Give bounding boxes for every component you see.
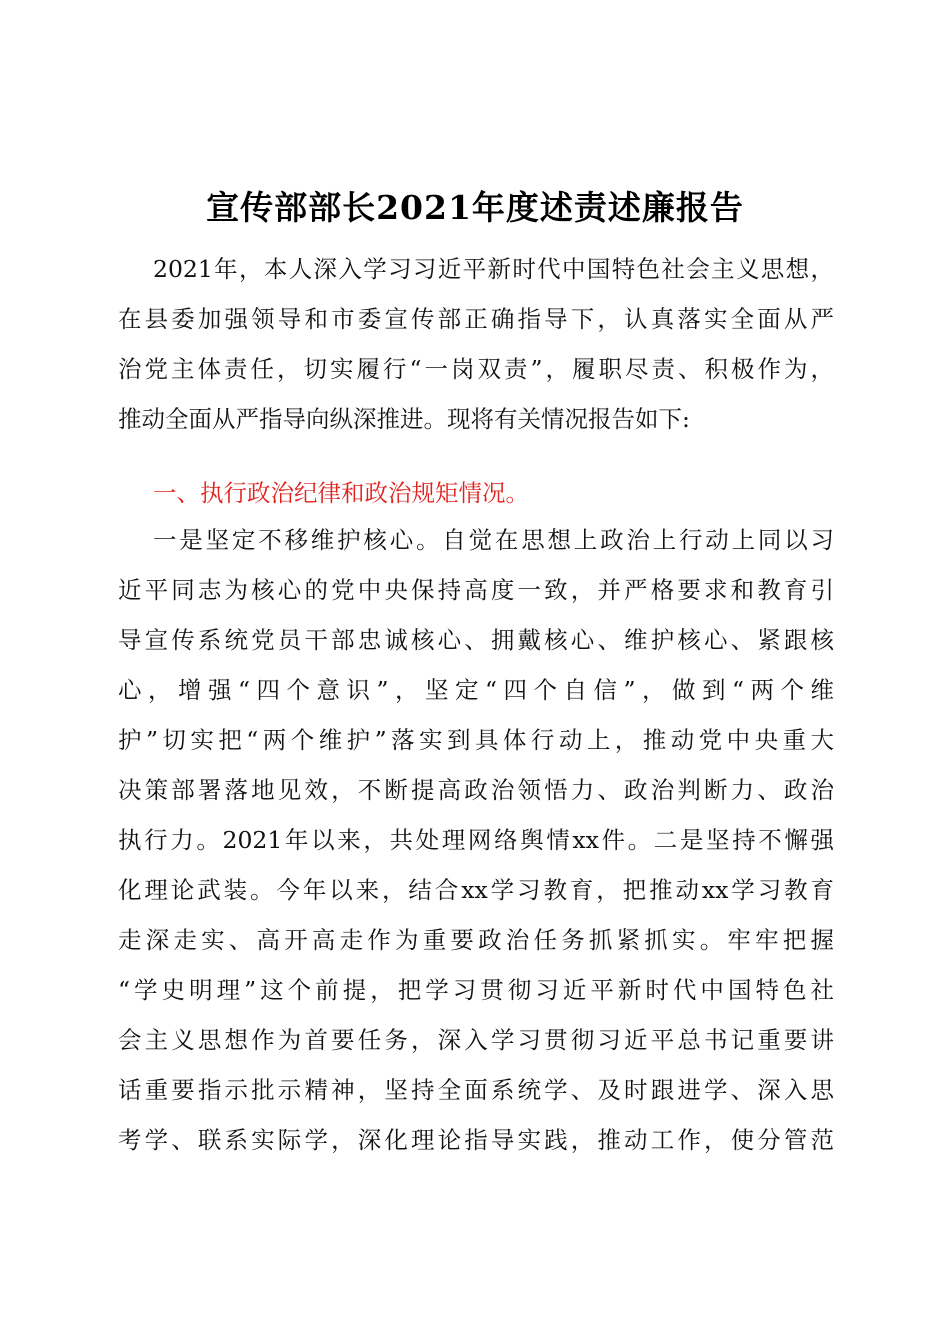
- paragraph-line: 决策部署落地见效，不断提高政治领悟力、政治判断力、政治: [118, 776, 834, 804]
- paragraph-line: 近平同志为核心的党中央保持高度一致，并严格要求和教育引: [118, 576, 834, 604]
- paragraph-line: 推动全面从严指导向纵深推进。现将有关情况报告如下:: [118, 405, 690, 433]
- paragraph-line: 化理论武装。今年以来，结合xx学习教育，把推动xx学习教育: [118, 876, 834, 904]
- paragraph-line: 一是坚定不移维护核心。自觉在思想上政治上行动上同以习: [153, 526, 834, 554]
- paragraph-line: 话重要指示批示精神，坚持全面系统学、及时跟进学、深入思: [118, 1076, 834, 1104]
- paragraph-line: 治党主体责任，切实履行“一岗双责”，履职尽责、积极作为，: [118, 355, 834, 383]
- paragraph-line: 考学、联系实际学，深化理论指导实践，推动工作，使分管范: [118, 1126, 834, 1154]
- paragraph-line: 走深走实、高开高走作为重要政治任务抓紧抓实。牢牢把握: [118, 926, 834, 954]
- paragraph-line: 心，增强“四个意识”，坚定“四个自信”，做到“两个维: [118, 676, 834, 704]
- paragraph-line: 护”切实把“两个维护”落实到具体行动上，推动党中央重大: [118, 726, 834, 754]
- section-paragraph: [118, 515, 834, 1165]
- paragraph-line: 2021年，本人深入学习习近平新时代中国特色社会主义思想，: [153, 255, 834, 283]
- document-title: 宣传部部长2021年度述责述廉报告: [206, 188, 744, 227]
- paragraph-line: 在县委加强领导和市委宣传部正确指导下，认真落实全面从严: [118, 305, 834, 333]
- section-heading: 一、执行政治纪律和政治规矩情况。: [153, 479, 529, 507]
- paragraph-line: 执行力。2021年以来，共处理网络舆情xx件。二是坚持不懈强: [118, 826, 834, 854]
- paragraph-line: 导宣传系统党员干部忠诚核心、拥戴核心、维护核心、紧跟核: [118, 626, 834, 654]
- paragraph-line: 会主义思想作为首要任务，深入学习贯彻习近平总书记重要讲: [118, 1026, 834, 1054]
- paragraph-line: “学史明理”这个前提，把学习贯彻习近平新时代中国特色社: [118, 976, 834, 1004]
- intro-paragraph: [118, 244, 834, 444]
